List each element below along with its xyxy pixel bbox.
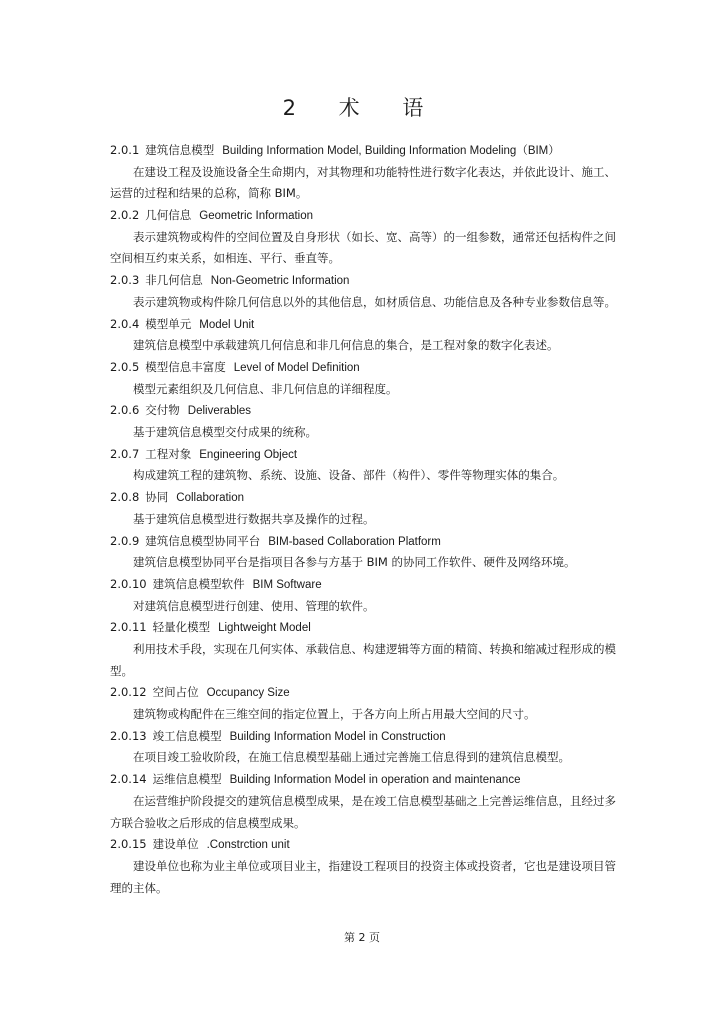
term-entry <box>110 487 616 530</box>
term-number: 2.0.1 <box>110 143 140 157</box>
term-number: 2.0.3 <box>110 273 140 288</box>
term-chinese-name: 模型信息丰富度 <box>145 359 226 374</box>
term-entry <box>110 574 616 617</box>
term-number: 2.0.10 <box>110 576 147 591</box>
term-english-name: Engineering Object <box>199 448 298 461</box>
term-number: 2.0.5 <box>110 359 140 374</box>
term-entry <box>110 270 616 313</box>
term-chinese-name: 建筑信息模型 <box>145 143 215 157</box>
term-english-name: Model Unit <box>199 318 255 331</box>
term-english-name: Level of Model Definition <box>233 361 360 374</box>
term-definition: 建筑物或构配件在三维空间的指定位置上，于各方向上所占用最大空间的尺寸。 <box>133 707 536 722</box>
term-english-name: BIM-based Collaboration Platform <box>268 535 441 548</box>
term-entry <box>110 617 616 682</box>
term-definition: 在项目竣工验收阶段，在施工信息模型基础上通过完善施工信息得到的建筑信息模型。 <box>133 750 570 765</box>
term-number: 2.0.11 <box>110 620 147 635</box>
term-chinese-name: 交付物 <box>145 403 180 418</box>
terms-list <box>110 140 616 899</box>
term-heading <box>110 682 616 704</box>
term-entry <box>110 400 616 443</box>
term-chinese-name: 非几何信息 <box>145 273 203 288</box>
term-chinese-name: 竣工信息模型 <box>152 728 222 743</box>
term-definition: 基于建筑信息模型进行数据共享及操作的过程。 <box>133 511 375 526</box>
term-english-name: Non-Geometric Information <box>210 275 350 288</box>
term-number: 2.0.6 <box>110 403 140 418</box>
term-entry <box>110 726 616 769</box>
term-heading <box>110 400 616 422</box>
term-chinese-name: 轻量化模型 <box>152 620 211 635</box>
term-definition: 模型元素组织及几何信息、非几何信息的详细程度。 <box>133 381 398 396</box>
term-heading <box>110 574 616 596</box>
term-entry <box>110 444 616 487</box>
term-number: 2.0.9 <box>110 533 140 548</box>
page-number: 第 2 页 <box>344 931 380 944</box>
term-heading <box>110 357 616 379</box>
term-entry <box>110 357 616 400</box>
term-entry <box>110 682 616 725</box>
term-entry <box>110 205 616 270</box>
term-english-name: Building Information Model, Building Information Modeling（BIM） <box>222 145 560 157</box>
term-heading <box>110 314 616 336</box>
term-chinese-name: 模型单元 <box>145 316 192 331</box>
term-definition: 在运营维护阶段提交的建筑信息模型成果，是在竣工信息模型基础之上完善运维信息，且经过多方联合验收之后形成的信息模型成果。 <box>110 793 616 830</box>
term-heading <box>110 444 616 466</box>
term-heading <box>110 617 616 639</box>
term-english-name: Collaboration <box>176 492 245 505</box>
term-entry <box>110 834 616 899</box>
term-definition: 表示建筑物或构件除几何信息以外的其他信息，如材质信息、功能信息及各种专业参数信息等。 <box>133 294 616 309</box>
term-chinese-name: 建筑信息模型协同平台 <box>145 533 261 548</box>
term-heading <box>110 726 616 748</box>
term-number: 2.0.15 <box>110 837 147 852</box>
term-heading <box>110 270 616 292</box>
term-chinese-name: 建筑信息模型软件 <box>152 576 245 591</box>
term-english-name: Building Information Model in Construction <box>229 730 446 743</box>
term-definition: 基于建筑信息模型交付成果的统称。 <box>133 425 317 440</box>
term-english-name: .Constrction unit <box>206 839 290 852</box>
term-chinese-name: 协同 <box>145 490 169 505</box>
term-chinese-name: 运维信息模型 <box>152 772 222 787</box>
term-number: 2.0.2 <box>110 208 140 223</box>
term-english-name: Lightweight Model <box>218 622 311 635</box>
term-number: 2.0.8 <box>110 490 140 505</box>
term-chinese-name: 几何信息 <box>145 208 192 223</box>
term-english-name: Building Information Model in operation and maintenance <box>229 774 521 787</box>
term-number: 2.0.14 <box>110 772 147 787</box>
term-entry <box>110 314 616 357</box>
term-definition: 在建设工程及设施设备全生命期内，对其物理和功能特性进行数字化表达，并依此设计、施工、运营的过程和结果的总称，简称 BIM。 <box>110 164 616 201</box>
term-number: 2.0.7 <box>110 446 140 461</box>
term-entry <box>110 769 616 834</box>
term-chinese-name: 空间占位 <box>152 685 199 700</box>
term-heading <box>110 531 616 553</box>
term-heading <box>110 769 616 791</box>
term-english-name: Deliverables <box>187 405 252 418</box>
term-english-name: Geometric Information <box>199 210 314 223</box>
term-heading <box>110 205 616 227</box>
term-english-name: BIM Software <box>252 578 322 591</box>
term-definition: 表示建筑物或构件的空间位置及自身形状（如长、宽、高等）的一组参数，通常还包括构件之间空间相互约束关系，如相连、平行、垂直等。 <box>110 229 616 266</box>
term-entry <box>110 531 616 574</box>
term-number: 2.0.12 <box>110 685 147 700</box>
term-heading <box>110 834 616 856</box>
term-number: 2.0.4 <box>110 316 140 331</box>
term-number: 2.0.13 <box>110 728 147 743</box>
term-definition: 利用技术手段，实现在几何实体、承载信息、构建逻辑等方面的精简、转换和缩减过程形成的模型。 <box>110 642 616 678</box>
term-definition: 建筑信息模型协同平台是指项目各参与方基于 BIM 的协同工作软件、硬件及网络环境。 <box>133 555 576 570</box>
term-definition: 建筑信息模型中承载建筑几何信息和非几何信息的集合，是工程对象的数字化表述。 <box>133 338 559 353</box>
term-definition: 构成建筑工程的建筑物、系统、设施、设备、部件（构件）、零件等物理实体的集合。 <box>133 468 565 483</box>
term-english-name: Occupancy Size <box>206 687 290 700</box>
term-definition: 建设单位也称为业主单位或项目业主，指建设工程项目的投资主体或投资者，它也是建设项目管理的主体。 <box>110 858 616 895</box>
term-definition: 对建筑信息模型进行创建、使用、管理的软件。 <box>133 598 375 613</box>
term-chinese-name: 工程对象 <box>145 446 192 461</box>
chapter-title: 2 术 语 <box>282 96 442 120</box>
term-heading <box>110 140 616 162</box>
term-heading <box>110 487 616 509</box>
term-chinese-name: 建设单位 <box>152 837 199 852</box>
term-entry <box>110 140 616 205</box>
